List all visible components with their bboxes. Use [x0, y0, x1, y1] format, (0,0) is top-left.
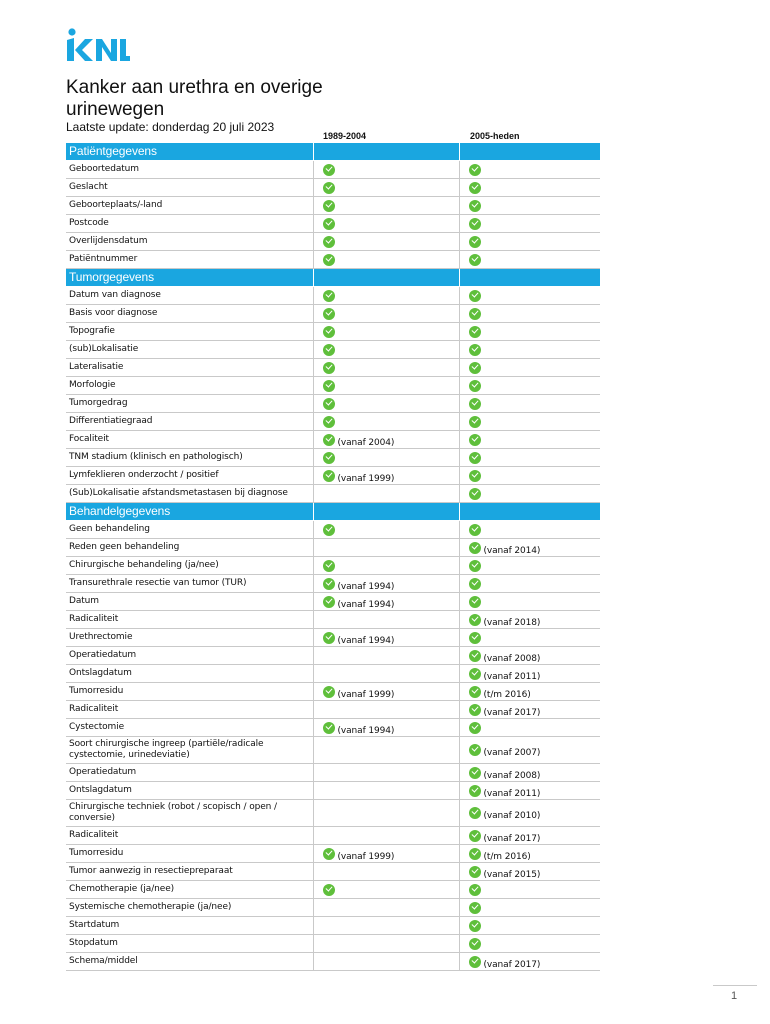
- section-header: [66, 143, 600, 161]
- cell-2005-heden: [459, 467, 600, 485]
- table-row: [66, 413, 600, 431]
- table-row: [66, 683, 600, 701]
- variable-label: Reden geen behandeling: [66, 539, 313, 557]
- cell-1989-2004: [313, 467, 459, 485]
- cell-1989-2004: [313, 557, 459, 575]
- variable-label: Datum: [66, 593, 313, 611]
- cell-2005-heden: [459, 863, 600, 881]
- check-icon: [469, 722, 481, 734]
- cell-2005-heden: [459, 197, 600, 215]
- cell-2005-heden: [459, 395, 600, 413]
- cell-2005-heden: [459, 629, 600, 647]
- variable-label: Patiëntnummer: [66, 251, 313, 269]
- cell-2005-heden: [459, 413, 600, 431]
- cell-2005-heden: [459, 665, 600, 683]
- cell-1989-2004: [313, 845, 459, 863]
- cell-2005-heden: [459, 287, 600, 305]
- check-icon: [469, 596, 481, 608]
- check-icon: [469, 560, 481, 572]
- section-spacer: [313, 269, 459, 287]
- section-label: Patiëntgegevens: [66, 143, 313, 161]
- variable-label: Chirurgische behandeling (ja/nee): [66, 557, 313, 575]
- check-icon: [469, 884, 481, 896]
- table-row: [66, 827, 600, 845]
- cell-1989-2004: [313, 899, 459, 917]
- cell-1989-2004: [313, 395, 459, 413]
- cell-2005-heden: [459, 935, 600, 953]
- check-icon: [323, 884, 335, 896]
- table-row: [66, 665, 600, 683]
- table-row: [66, 593, 600, 611]
- cell-1989-2004: [313, 665, 459, 683]
- availability-note: (t/m 2016): [483, 689, 531, 700]
- column-header-2005-heden: 2005-heden: [470, 131, 520, 141]
- check-icon: [469, 785, 481, 797]
- table-row: [66, 899, 600, 917]
- check-icon: [469, 614, 481, 626]
- cell-1989-2004: [313, 647, 459, 665]
- cell-1989-2004: [313, 521, 459, 539]
- availability-note: (vanaf 2011): [483, 671, 541, 682]
- cell-1989-2004: [313, 305, 459, 323]
- check-icon: [469, 956, 481, 968]
- check-icon: [469, 182, 481, 194]
- check-icon: [323, 362, 335, 374]
- cell-1989-2004: [313, 359, 459, 377]
- check-icon: [469, 308, 481, 320]
- variable-label: Differentiatiegraad: [66, 413, 313, 431]
- check-icon: [469, 668, 481, 680]
- cell-2005-heden: [459, 251, 600, 269]
- variables-table: [66, 143, 600, 971]
- cell-2005-heden: [459, 377, 600, 395]
- table-row: [66, 449, 600, 467]
- check-icon: [469, 326, 481, 338]
- table-row: [66, 764, 600, 782]
- cell-2005-heden: [459, 827, 600, 845]
- check-icon: [469, 416, 481, 428]
- check-icon: [323, 470, 335, 482]
- section-header: [66, 269, 600, 287]
- cell-1989-2004: [313, 575, 459, 593]
- check-icon: [323, 560, 335, 572]
- table-row: [66, 845, 600, 863]
- cell-1989-2004: [313, 539, 459, 557]
- check-icon: [469, 938, 481, 950]
- check-icon: [469, 254, 481, 266]
- check-icon: [469, 470, 481, 482]
- check-icon: [469, 164, 481, 176]
- availability-note: (vanaf 1994): [337, 581, 395, 592]
- variable-label: Tumor aanwezig in resectiepreparaat: [66, 863, 313, 881]
- variable-label: (Sub)Lokalisatie afstandsmetastasen bij diagnose: [66, 485, 313, 503]
- variable-label: Lateralisatie: [66, 359, 313, 377]
- check-icon: [323, 164, 335, 176]
- check-icon: [469, 200, 481, 212]
- availability-note: (vanaf 1994): [337, 635, 395, 646]
- check-icon: [469, 807, 481, 819]
- check-icon: [469, 767, 481, 779]
- variable-label: Tumorresidu: [66, 683, 313, 701]
- cell-2005-heden: [459, 917, 600, 935]
- cell-1989-2004: [313, 377, 459, 395]
- cell-2005-heden: [459, 845, 600, 863]
- check-icon: [323, 524, 335, 536]
- variable-label: Topografie: [66, 323, 313, 341]
- column-header-1989-2004: 1989-2004: [323, 131, 367, 141]
- cell-1989-2004: [313, 449, 459, 467]
- cell-1989-2004: [313, 953, 459, 971]
- variable-label: (sub)Lokalisatie: [66, 341, 313, 359]
- availability-note: (vanaf 2004): [337, 437, 395, 448]
- check-icon: [469, 488, 481, 500]
- cell-1989-2004: [313, 917, 459, 935]
- section-label: Tumorgegevens: [66, 269, 313, 287]
- variable-label: Operatiedatum: [66, 764, 313, 782]
- cell-2005-heden: [459, 800, 600, 827]
- cell-1989-2004: [313, 197, 459, 215]
- table-row: [66, 557, 600, 575]
- cell-2005-heden: [459, 593, 600, 611]
- cell-2005-heden: [459, 611, 600, 629]
- cell-2005-heden: [459, 782, 600, 800]
- cell-1989-2004: [313, 611, 459, 629]
- table-row: [66, 611, 600, 629]
- table-row: [66, 197, 600, 215]
- table-row: [66, 485, 600, 503]
- cell-1989-2004: [313, 827, 459, 845]
- availability-note: (vanaf 2014): [483, 545, 541, 556]
- availability-note: (vanaf 1994): [337, 725, 395, 736]
- check-icon: [323, 578, 335, 590]
- table-row: [66, 629, 600, 647]
- variable-label: Tumorresidu: [66, 845, 313, 863]
- table-row: [66, 647, 600, 665]
- check-icon: [469, 344, 481, 356]
- variable-label: Lymfeklieren onderzocht / positief: [66, 467, 313, 485]
- check-icon: [469, 902, 481, 914]
- cell-1989-2004: [313, 215, 459, 233]
- check-icon: [323, 236, 335, 248]
- check-icon: [469, 632, 481, 644]
- check-icon: [469, 578, 481, 590]
- variable-label: Radicaliteit: [66, 701, 313, 719]
- check-icon: [469, 686, 481, 698]
- cell-1989-2004: [313, 251, 459, 269]
- table-row: [66, 800, 600, 827]
- cell-1989-2004: [313, 161, 459, 179]
- check-icon: [323, 434, 335, 446]
- table-row: [66, 782, 600, 800]
- check-icon: [469, 452, 481, 464]
- cell-2005-heden: [459, 683, 600, 701]
- table-row: [66, 539, 600, 557]
- check-icon: [323, 632, 335, 644]
- section-spacer: [459, 503, 600, 521]
- check-icon: [469, 542, 481, 554]
- cell-2005-heden: [459, 539, 600, 557]
- availability-note: (vanaf 2018): [483, 617, 541, 628]
- table-row: [66, 719, 600, 737]
- cell-2005-heden: [459, 881, 600, 899]
- availability-note: (t/m 2016): [483, 851, 531, 862]
- table-row: [66, 323, 600, 341]
- cell-2005-heden: [459, 953, 600, 971]
- variable-label: Tumorgedrag: [66, 395, 313, 413]
- cell-2005-heden: [459, 521, 600, 539]
- cell-2005-heden: [459, 179, 600, 197]
- check-icon: [323, 848, 335, 860]
- table-row: [66, 179, 600, 197]
- table-row: [66, 305, 600, 323]
- check-icon: [469, 524, 481, 536]
- availability-note: (vanaf 2017): [483, 833, 541, 844]
- cell-2005-heden: [459, 431, 600, 449]
- variable-label: Geboortedatum: [66, 161, 313, 179]
- availability-note: (vanaf 1999): [337, 689, 395, 700]
- check-icon: [469, 380, 481, 392]
- availability-note: (vanaf 2017): [483, 959, 541, 970]
- variable-label: TNM stadium (klinisch en pathologisch): [66, 449, 313, 467]
- availability-note: (vanaf 2017): [483, 707, 541, 718]
- cell-1989-2004: [313, 413, 459, 431]
- table-row: [66, 287, 600, 305]
- variable-label: Overlijdensdatum: [66, 233, 313, 251]
- cell-2005-heden: [459, 161, 600, 179]
- variable-label: Operatiedatum: [66, 647, 313, 665]
- table-row: [66, 737, 600, 764]
- cell-1989-2004: [313, 881, 459, 899]
- cell-2005-heden: [459, 557, 600, 575]
- cell-1989-2004: [313, 593, 459, 611]
- availability-note: (vanaf 2010): [483, 811, 541, 821]
- availability-note: (vanaf 1999): [337, 851, 395, 862]
- check-icon: [469, 920, 481, 932]
- check-icon: [469, 290, 481, 302]
- table-row: [66, 431, 600, 449]
- variable-label: Soort chirurgische ingreep (partiële/radicale cystectomie, urinedeviatie): [66, 737, 313, 764]
- section-spacer: [459, 269, 600, 287]
- variable-label: Geslacht: [66, 179, 313, 197]
- check-icon: [469, 236, 481, 248]
- page-number: 1: [731, 990, 738, 1002]
- variable-label: Stopdatum: [66, 935, 313, 953]
- check-icon: [469, 362, 481, 374]
- variable-label: Morfologie: [66, 377, 313, 395]
- cell-1989-2004: [313, 287, 459, 305]
- check-icon: [469, 830, 481, 842]
- check-icon: [323, 596, 335, 608]
- cell-1989-2004: [313, 782, 459, 800]
- variable-label: Chirurgische techniek (robot / scopisch / open / conversie): [66, 800, 313, 827]
- table-row: [66, 161, 600, 179]
- check-icon: [469, 866, 481, 878]
- availability-note: (vanaf 1994): [337, 599, 395, 610]
- page-title: Kanker aan urethra en overige urinewegen: [66, 77, 323, 120]
- section-header: [66, 503, 600, 521]
- cell-2005-heden: [459, 701, 600, 719]
- cell-2005-heden: [459, 899, 600, 917]
- knl-logo: [64, 26, 130, 64]
- variable-label: Postcode: [66, 215, 313, 233]
- table-row: [66, 377, 600, 395]
- cell-1989-2004: [313, 800, 459, 827]
- cell-1989-2004: [313, 629, 459, 647]
- variable-label: Ontslagdatum: [66, 665, 313, 683]
- section-spacer: [313, 503, 459, 521]
- last-update: Laatste update: donderdag 20 juli 2023: [66, 120, 275, 134]
- cell-1989-2004: [313, 431, 459, 449]
- cell-1989-2004: [313, 701, 459, 719]
- cell-2005-heden: [459, 341, 600, 359]
- check-icon: [469, 704, 481, 716]
- section-label: Behandelgegevens: [66, 503, 313, 521]
- check-icon: [323, 380, 335, 392]
- check-icon: [323, 344, 335, 356]
- check-icon: [469, 744, 481, 756]
- table-row: [66, 935, 600, 953]
- cell-1989-2004: [313, 485, 459, 503]
- check-icon: [323, 452, 335, 464]
- check-icon: [469, 218, 481, 230]
- variable-label: Focaliteit: [66, 431, 313, 449]
- cell-1989-2004: [313, 863, 459, 881]
- table-row: [66, 701, 600, 719]
- variable-label: Systemische chemotherapie (ja/nee): [66, 899, 313, 917]
- cell-2005-heden: [459, 719, 600, 737]
- table-row: [66, 251, 600, 269]
- availability-note: (vanaf 2007): [483, 748, 541, 758]
- availability-note: (vanaf 1999): [337, 473, 395, 484]
- check-icon: [323, 398, 335, 410]
- footer-rule: [713, 985, 757, 986]
- table-row: [66, 359, 600, 377]
- cell-2005-heden: [459, 233, 600, 251]
- cell-2005-heden: [459, 737, 600, 764]
- section-spacer: [459, 143, 600, 161]
- availability-note: (vanaf 2008): [483, 653, 541, 664]
- check-icon: [323, 182, 335, 194]
- table-row: [66, 953, 600, 971]
- table-row: [66, 467, 600, 485]
- variable-label: Startdatum: [66, 917, 313, 935]
- cell-1989-2004: [313, 683, 459, 701]
- knl-logo-mark: [64, 28, 130, 64]
- check-icon: [469, 398, 481, 410]
- check-icon: [323, 290, 335, 302]
- table-row: [66, 233, 600, 251]
- check-icon: [323, 308, 335, 320]
- section-spacer: [313, 143, 459, 161]
- table-row: [66, 881, 600, 899]
- availability-note: (vanaf 2011): [483, 788, 541, 799]
- cell-1989-2004: [313, 764, 459, 782]
- cell-2005-heden: [459, 323, 600, 341]
- check-icon: [323, 722, 335, 734]
- table-row: [66, 521, 600, 539]
- cell-1989-2004: [313, 233, 459, 251]
- cell-2005-heden: [459, 485, 600, 503]
- check-icon: [469, 434, 481, 446]
- variable-label: Chemotherapie (ja/nee): [66, 881, 313, 899]
- table-row: [66, 575, 600, 593]
- cell-1989-2004: [313, 935, 459, 953]
- cell-1989-2004: [313, 341, 459, 359]
- variable-label: Ontslagdatum: [66, 782, 313, 800]
- cell-1989-2004: [313, 719, 459, 737]
- cell-1989-2004: [313, 737, 459, 764]
- table-row: [66, 395, 600, 413]
- check-icon: [323, 416, 335, 428]
- variable-label: Geen behandeling: [66, 521, 313, 539]
- variable-label: Radicaliteit: [66, 611, 313, 629]
- availability-note: (vanaf 2015): [483, 869, 541, 880]
- table-row: [66, 215, 600, 233]
- cell-1989-2004: [313, 179, 459, 197]
- variable-label: Schema/middel: [66, 953, 313, 971]
- check-icon: [323, 326, 335, 338]
- cell-2005-heden: [459, 449, 600, 467]
- cell-2005-heden: [459, 647, 600, 665]
- cell-2005-heden: [459, 305, 600, 323]
- cell-2005-heden: [459, 359, 600, 377]
- cell-2005-heden: [459, 575, 600, 593]
- table-row: [66, 863, 600, 881]
- check-icon: [323, 218, 335, 230]
- variable-label: Basis voor diagnose: [66, 305, 313, 323]
- cell-2005-heden: [459, 764, 600, 782]
- check-icon: [469, 848, 481, 860]
- variable-label: Datum van diagnose: [66, 287, 313, 305]
- check-icon: [323, 254, 335, 266]
- availability-note: (vanaf 2008): [483, 770, 541, 781]
- cell-1989-2004: [313, 323, 459, 341]
- check-icon: [323, 686, 335, 698]
- variable-label: Cystectomie: [66, 719, 313, 737]
- variable-label: Transurethrale resectie van tumor (TUR): [66, 575, 313, 593]
- variable-label: Urethrectomie: [66, 629, 313, 647]
- variable-label: Radicaliteit: [66, 827, 313, 845]
- variable-label: Geboorteplaats/-land: [66, 197, 313, 215]
- table-row: [66, 341, 600, 359]
- check-icon: [323, 200, 335, 212]
- check-icon: [469, 650, 481, 662]
- table-row: [66, 917, 600, 935]
- cell-2005-heden: [459, 215, 600, 233]
